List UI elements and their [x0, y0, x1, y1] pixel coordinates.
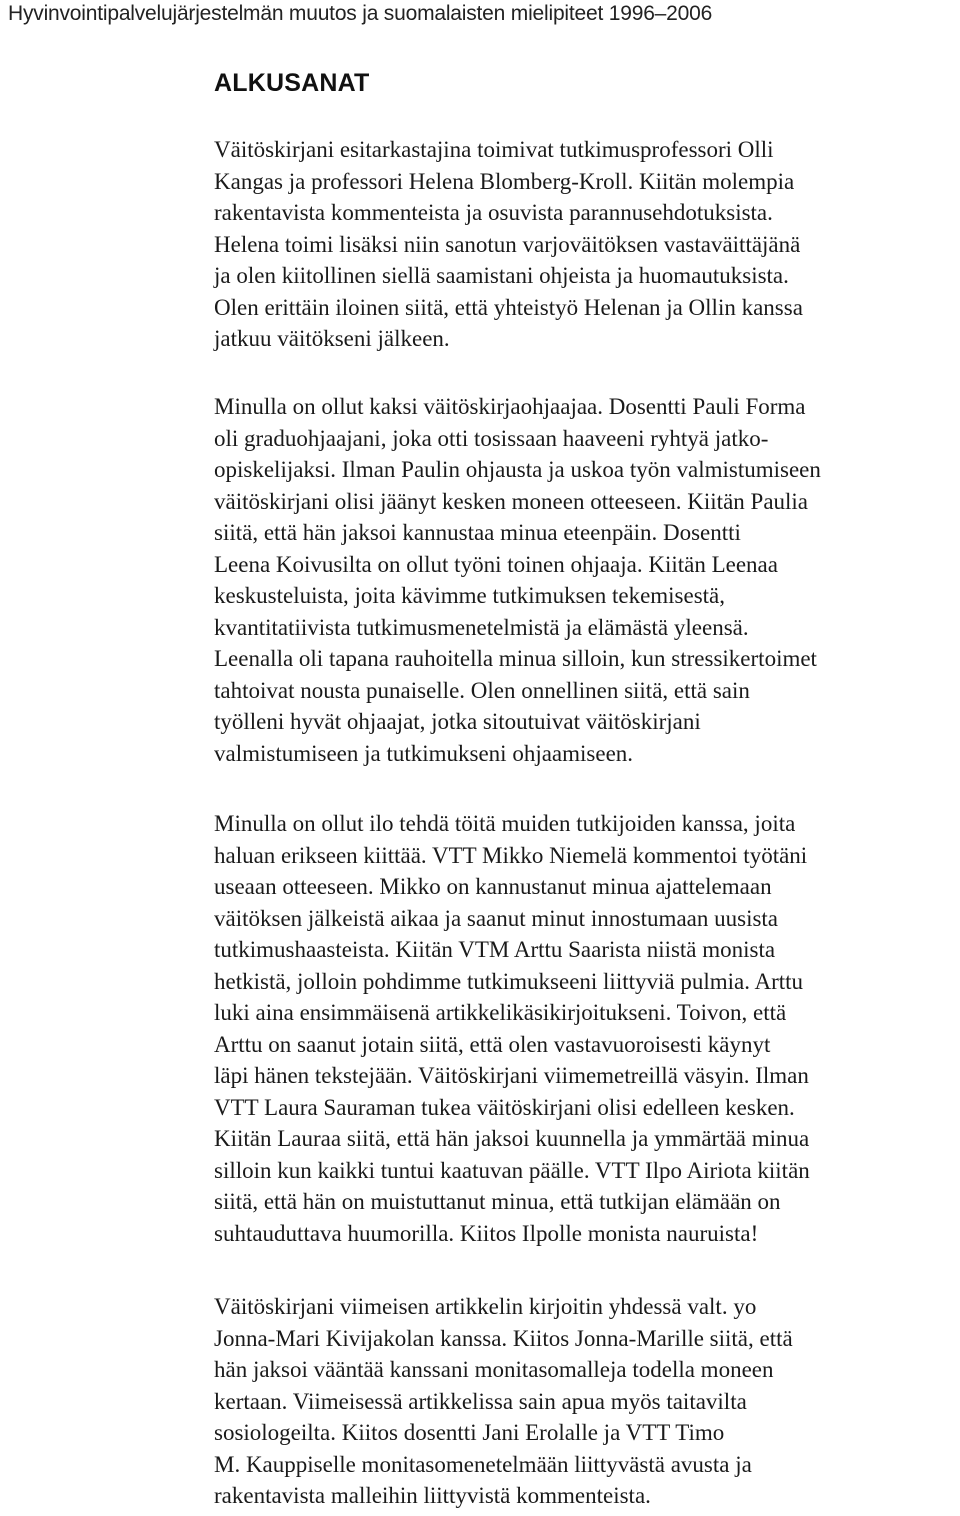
paragraph-line: Leena Koivusilta on ollut työni toinen ohjaaja. Kiitän Leenaa [214, 551, 778, 577]
section-title: ALKUSANAT [214, 69, 370, 97]
paragraph-line: Leenalla oli tapana rauhoitella minua silloin, kun stressikertoimet [214, 646, 817, 671]
paragraph-line: tahtoivat nousta punaiselle. Olen onnellinen siitä, että sain [214, 677, 750, 703]
paragraph-line: Minulla on ollut kaksi väitöskirjaohjaajaa. Dosentti Pauli Forma [214, 394, 806, 419]
paragraph-line: Väitöskirjani viimeisen artikkelin kirjoitin yhdessä valt. yo [214, 1294, 757, 1319]
paragraph-line: Kangas ja professori Helena Blomberg-Kroll. Kiitän molempia [214, 168, 795, 194]
paragraph-line: rakentavista malleihin liittyvistä kommenteista. [214, 1483, 651, 1508]
paragraph-line: Minulla on ollut ilo tehdä töitä muiden tutkijoiden kanssa, joita [214, 811, 796, 836]
paragraph-3 [214, 808, 810, 1249]
paragraph-line: suhtauduttava huumorilla. Kiitos Ilpolle monista nauruista! [214, 1220, 759, 1246]
paragraph-line: Olen erittäin iloinen siitä, että yhteistyö Helenan ja Ollin kanssa [214, 294, 803, 320]
paragraph-line: väitöksen jälkeistä aikaa ja saanut minut innostumaan uusista [214, 905, 779, 931]
paragraph-line: keskusteluista, joita kävimme tutkimuksen tekemisestä, [214, 583, 726, 608]
paragraph-line: hän jaksoi vääntää kanssani monitasomalleja todella moneen [214, 1357, 774, 1382]
paragraph-line: jatkuu väitökseni jälkeen. [214, 326, 450, 351]
paragraph-line: useaan otteeseen. Mikko on kannustanut minua ajattelemaan [214, 874, 772, 899]
paragraph-line: opiskelijaksi. Ilman Paulin ohjausta ja uskoa työn valmistumiseen [214, 457, 821, 482]
paragraph-line: haluan erikseen kiittää. VTT Mikko Niemelä kommentoi työtäni [214, 842, 808, 868]
paragraph-line: VTT Laura Sauraman tukea väitöskirjani olisi edelleen kesken. [214, 1094, 795, 1120]
paragraph-line: väitöskirjani olisi jäänyt kesken moneen otteeseen. Kiitän Paulia [214, 488, 809, 514]
paragraph-line: työlleni hyvät ohjaajat, jotka sitoutuivat väitöskirjani [214, 709, 701, 734]
paragraph-2 [214, 391, 821, 769]
paragraph-line: luki aina ensimmäisenä artikkelikäsikirjoitukseni. Toivon, että [214, 1000, 787, 1025]
paragraph-line: sosiologeilta. Kiitos dosentti Jani Erolalle ja VTT Timo [214, 1420, 725, 1445]
paragraph-line: Väitöskirjani esitarkastajina toimivat tutkimusprofessori Olli [214, 137, 774, 162]
paragraph-line: kvantitatiivista tutkimusmenetelmistä ja elämästä yleensä. [214, 614, 749, 640]
paragraph-line: Arttu on saanut jotain siitä, että olen vastavuoroisesti käynyt [214, 1031, 771, 1057]
paragraph-line: silloin kun kaikki tuntui kaatuvan päälle. VTT Ilpo Airiota kiitän [214, 1157, 810, 1183]
paragraph-4 [214, 1291, 793, 1512]
paragraph-line: ja olen kiitollinen siellä saamistani ohjeista ja huomautuksista. [214, 263, 789, 288]
paragraph-line: Jonna-Mari Kivijakolan kanssa. Kiitos Jonna-Marille siitä, että [214, 1325, 793, 1351]
running-header: Hyvinvointipalvelujärjestelmän muutos ja suomalaisten mielipiteet 1996–2006 [8, 2, 713, 25]
paragraph-line: Kiitän Lauraa siitä, että hän jaksoi kuunnella ja ymmärtää minua [214, 1126, 810, 1151]
paragraph-line: hetkistä, jolloin pohdimme tutkimukseeni liittyviä pulmia. Arttu [214, 968, 804, 994]
paragraph-line: M. Kauppiselle monitasomenetelmään liittyvästä avusta ja [214, 1451, 752, 1477]
paragraph-line: siitä, että hän jaksoi kannustaa minua eteenpäin. Dosentti [214, 520, 741, 545]
paragraph-line: tutkimushaasteista. Kiitän VTM Arttu Saarista niistä monista [214, 937, 776, 962]
paragraph-line: valmistumiseen ja tutkimukseni ohjaamiseen. [214, 740, 634, 766]
paragraph-line: läpi hänen tekstejään. Väitöskirjani viimemetreillä väsyin. Ilman [214, 1063, 809, 1088]
paragraph-line: Helena toimi lisäksi niin sanotun varjoväitöksen vastaväittäjänä [214, 231, 801, 257]
paragraph-line: oli graduohjaajani, joka otti tosissaan haaveeni ryhtyä jatko- [214, 425, 769, 451]
paragraph-line: rakentavista kommenteista ja osuvista parannusehdotuksista. [214, 200, 773, 225]
paragraph-line: siitä, että hän on muistuttanut minua, että tutkijan elämään on [214, 1189, 781, 1214]
paragraph-line: kertaan. Viimeisessä artikkelissa sain apua myös taitavilta [214, 1388, 747, 1414]
paragraph-1 [214, 134, 803, 355]
